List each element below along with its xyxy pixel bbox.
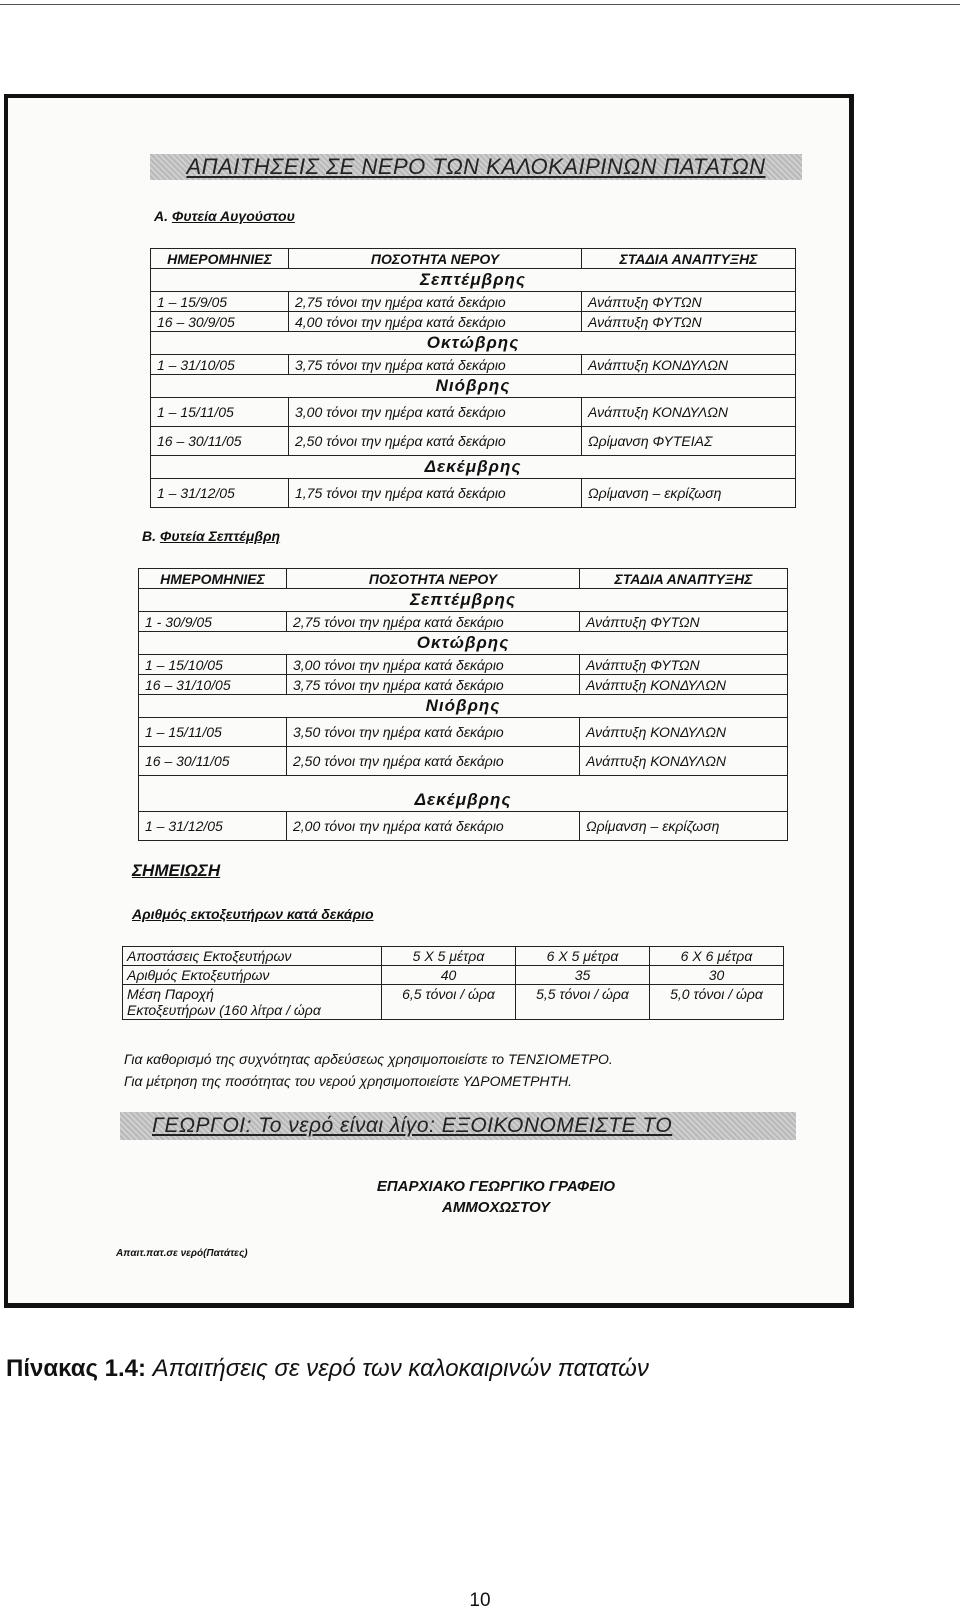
header-water: ΠΟΣΟΤΗΤΑ ΝΕΡΟΥ	[287, 569, 580, 589]
header-dates: ΗΜΕΡΟΜΗΝΙΕΣ	[139, 569, 287, 589]
water-cell: 2,75 τόνοι την ημέρα κατά δεκάριο	[287, 612, 580, 632]
note-subheading: Αριθμός εκτοξευτήρων κατά δεκάριο	[132, 906, 374, 922]
water-cell: 2,50 τόνοι την ημέρα κατά δεκάριο	[289, 427, 582, 456]
water-cell: 3,00 τόνοι την ημέρα κατά δεκάριο	[287, 655, 580, 675]
date-cell: 16 – 30/11/05	[139, 747, 287, 776]
stage-cell: Ανάπτυξη ΦΥΤΩΝ	[582, 292, 796, 312]
stage-cell: Ωρίμανση – εκρίζωση	[582, 479, 796, 508]
table-row	[139, 812, 788, 841]
table-row	[151, 292, 796, 312]
top-rule	[0, 4, 960, 5]
month-row: Σεπτέμβρης	[139, 589, 788, 612]
note-line-2: Για μέτρηση της ποσότητας του νερού χρησιμοποιείστε ΥΔΡΟΜΕΤΡΗΤΗ.	[124, 1073, 573, 1089]
value-cell: 40	[382, 966, 516, 985]
row-label-line1: Μέση Παροχή	[127, 986, 214, 1002]
table-row	[139, 655, 788, 675]
date-cell: 1 – 15/11/05	[151, 398, 289, 427]
section-a-heading	[154, 208, 295, 224]
value-cell: 30	[650, 966, 784, 985]
table-row	[151, 398, 796, 427]
date-cell: 1 – 31/12/05	[139, 812, 287, 841]
table-row	[151, 312, 796, 332]
scanned-document	[4, 94, 854, 1308]
value-cell: 6 Χ 5 μέτρα	[516, 947, 650, 966]
caption-label: Πίνακας 1.4:	[6, 1355, 146, 1382]
stage-cell: Ανάπτυξη ΚΟΝΔΥΛΩΝ	[580, 675, 788, 695]
value-cell: 6 Χ 6 μέτρα	[650, 947, 784, 966]
table-caption	[6, 1355, 649, 1383]
date-cell: 1 – 15/10/05	[139, 655, 287, 675]
document-title: ΑΠΑΙΤΗΣΕΙΣ ΣΕ ΝΕΡΟ ΤΩΝ ΚΑΛΟΚΑΙΡΙΝΩΝ ΠΑΤΑΤΩΝ	[150, 154, 802, 180]
value-cell: 5,5 τόνοι / ώρα	[516, 985, 650, 1020]
section-b-letter: Β.	[142, 528, 156, 544]
date-cell: 1 – 15/11/05	[139, 718, 287, 747]
stage-cell: Ωρίμανση – εκρίζωση	[580, 812, 788, 841]
row-label	[123, 985, 382, 1020]
row-label-line2: Εκτοξευτήρων (160 λίτρα / ώρα	[127, 1002, 321, 1018]
note-line-1: Για καθορισμό της συχνότητας αρδεύσεως χρησιμοποιείστε το ΤΕΝΣΙΟΜΕΤΡΟ.	[124, 1051, 613, 1067]
stage-cell: Ανάπτυξη ΚΟΝΔΥΛΩΝ	[582, 398, 796, 427]
date-cell: 16 – 30/9/05	[151, 312, 289, 332]
stage-cell: Ανάπτυξη ΦΥΤΩΝ	[580, 612, 788, 632]
header-dates: ΗΜΕΡΟΜΗΝΙΕΣ	[151, 249, 289, 269]
water-cell: 3,75 τόνοι την ημέρα κατά δεκάριο	[289, 355, 582, 375]
section-a-title: Φυτεία Αυγούστου	[171, 208, 295, 224]
stage-cell: Ανάπτυξη ΦΥΤΩΝ	[582, 312, 796, 332]
month-row: Δεκέμβρης	[151, 456, 796, 479]
table-row	[139, 747, 788, 776]
stage-cell: Ανάπτυξη ΚΟΝΔΥΛΩΝ	[580, 747, 788, 776]
month-row: Νιόβρης	[139, 695, 788, 718]
water-table-a	[150, 248, 796, 508]
row-label: Αποστάσεις Εκτοξευτήρων	[123, 947, 382, 966]
stage-cell: Ανάπτυξη ΚΟΝΔΥΛΩΝ	[580, 718, 788, 747]
table-row	[123, 947, 784, 966]
header-stages: ΣΤΑΔΙΑ ΑΝΑΠΤΥΞΗΣ	[582, 249, 796, 269]
value-cell: 5 Χ 5 μέτρα	[382, 947, 516, 966]
sprinkler-table	[122, 946, 784, 1020]
section-b-heading	[142, 528, 280, 544]
office-name: ΕΠΑΡΧΙΑΚΟ ΓΕΩΡΓΙΚΟ ΓΡΑΦΕΙΟ	[376, 1178, 616, 1195]
month-row: Νιόβρης	[151, 375, 796, 398]
table-row	[151, 427, 796, 456]
table-row	[151, 479, 796, 508]
table-row	[139, 675, 788, 695]
month-row: Οκτώβρης	[139, 632, 788, 655]
date-cell: 1 – 31/10/05	[151, 355, 289, 375]
table-row	[123, 985, 784, 1020]
water-cell: 2,75 τόνοι την ημέρα κατά δεκάριο	[289, 292, 582, 312]
date-cell: 1 - 30/9/05	[139, 612, 287, 632]
row-label: Αριθμός Εκτοξευτήρων	[123, 966, 382, 985]
stage-cell: Ωρίμανση ΦΥΤΕΙΑΣ	[582, 427, 796, 456]
month-row: Σεπτέμβρης	[151, 269, 796, 292]
table-row	[139, 612, 788, 632]
water-cell: 3,00 τόνοι την ημέρα κατά δεκάριο	[289, 398, 582, 427]
section-b-title: Φυτεία Σεπτέμβρη	[159, 528, 281, 544]
table-row	[139, 718, 788, 747]
month-row: Οκτώβρης	[151, 332, 796, 355]
date-cell: 16 – 30/11/05	[151, 427, 289, 456]
water-cell: 3,50 τόνοι την ημέρα κατά δεκάριο	[287, 718, 580, 747]
table-b-header-row	[139, 569, 788, 589]
water-cell: 3,75 τόνοι την ημέρα κατά δεκάριο	[287, 675, 580, 695]
office-district: ΑΜΜΟΧΩΣΤΟΥ	[441, 1199, 551, 1216]
date-cell: 1 – 15/9/05	[151, 292, 289, 312]
note-heading: ΣΗΜΕΙΩΣΗ	[132, 861, 221, 880]
header-water: ΠΟΣΟΤΗΤΑ ΝΕΡΟΥ	[289, 249, 582, 269]
table-a-header-row	[151, 249, 796, 269]
water-cell: 2,50 τόνοι την ημέρα κατά δεκάριο	[287, 747, 580, 776]
stage-cell: Ανάπτυξη ΦΥΤΩΝ	[580, 655, 788, 675]
file-reference: Απαιτ.πατ.σε νερό(Πατάτες)	[116, 1248, 248, 1259]
date-cell: 16 – 31/10/05	[139, 675, 287, 695]
date-cell: 1 – 31/12/05	[151, 479, 289, 508]
water-cell: 1,75 τόνοι την ημέρα κατά δεκάριο	[289, 479, 582, 508]
caption-text: Απαιτήσεις σε νερό των καλοκαιρινών πατατών	[152, 1355, 649, 1382]
table-row	[123, 966, 784, 985]
water-table-b	[138, 568, 788, 841]
page-number: 10	[469, 1590, 491, 1611]
slogan-banner: ΓΕΩΡΓΟΙ: Το νερό είναι λίγο: ΕΞΟΙΚΟΝΟΜΕΙΣΤΕ ΤΟ	[120, 1112, 796, 1140]
table-row	[151, 355, 796, 375]
month-row: Δεκέμβρης	[139, 776, 788, 812]
value-cell: 35	[516, 966, 650, 985]
stage-cell: Ανάπτυξη ΚΟΝΔΥΛΩΝ	[582, 355, 796, 375]
value-cell: 5,0 τόνοι / ώρα	[650, 985, 784, 1020]
water-cell: 4,00 τόνοι την ημέρα κατά δεκάριο	[289, 312, 582, 332]
value-cell: 6,5 τόνοι / ώρα	[382, 985, 516, 1020]
header-stages: ΣΤΑΔΙΑ ΑΝΑΠΤΥΞΗΣ	[580, 569, 788, 589]
water-cell: 2,00 τόνοι την ημέρα κατά δεκάριο	[287, 812, 580, 841]
section-a-letter: Α.	[154, 208, 168, 224]
